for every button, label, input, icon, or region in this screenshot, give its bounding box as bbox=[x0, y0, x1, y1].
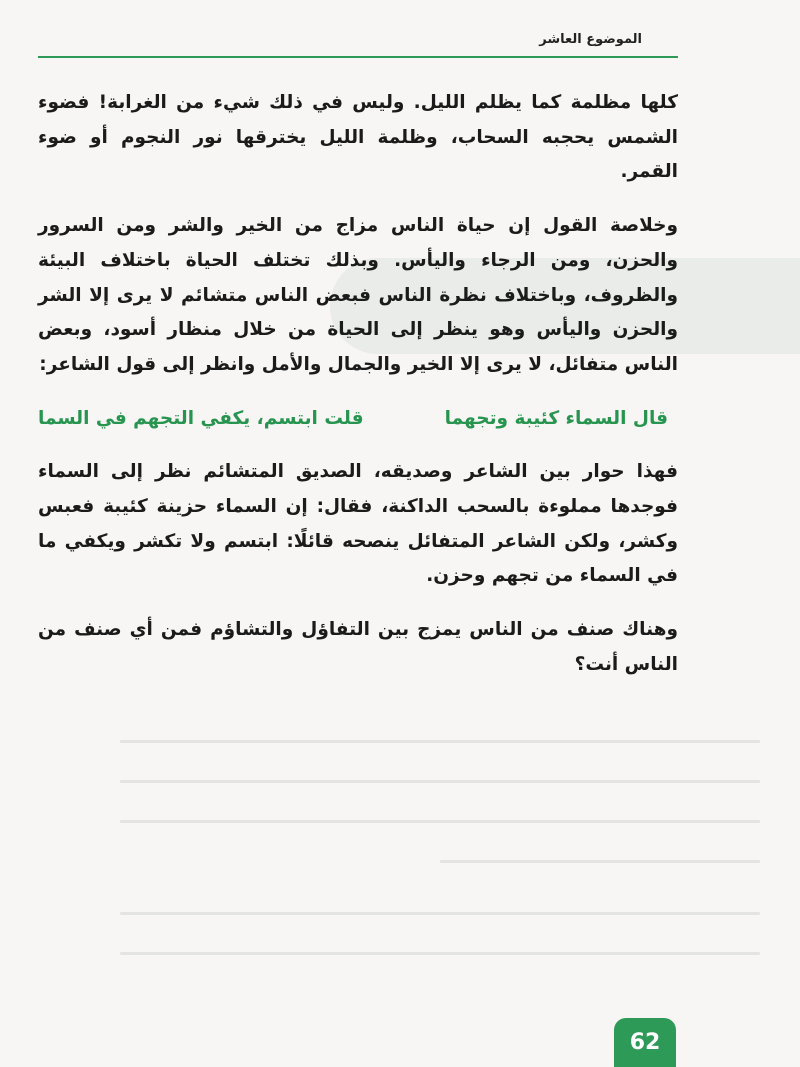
article-body bbox=[38, 86, 678, 683]
paragraph-3: فهذا حوار بين الشاعر وصديقه، الصديق المتشائم نظر إلى السماء فوجدها مملوءة بالسحب الداكنة، فقال: إن السماء حزينة كئيبة فعبس وكشر، ولكن الشاعر المتفائل ينصحه قائلًا: ابتسم ولا تكشر ويكفي ما في السماء من تجهم وحزن. bbox=[38, 461, 678, 587]
paragraph-4: وهناك صنف من الناس يمزج بين التفاؤل والتشاؤم فمن أي صنف من الناس أنت؟ bbox=[38, 619, 678, 675]
page-number: 62 bbox=[614, 1018, 676, 1067]
bleed-through-line bbox=[440, 860, 760, 863]
section-title: الموضوع العاشر bbox=[539, 32, 642, 47]
header-divider bbox=[38, 56, 678, 58]
paragraph-1: كلها مظلمة كما يظلم الليل. وليس في ذلك شيء من الغرابة! فضوء الشمس يحجبه السحاب، وظلمة الليل يخترقها نور النجوم أو ضوء القمر. bbox=[38, 92, 678, 183]
bleed-through-line bbox=[120, 820, 760, 823]
bleed-through-line bbox=[120, 780, 760, 783]
verse-second-hemistich: قلت ابتسم، يكفي التجهم في السما bbox=[38, 407, 364, 429]
bleed-through-line bbox=[120, 912, 760, 915]
paragraph-2: وخلاصة القول إن حياة الناس مزاج من الخير والشر ومن السرور والحزن، ومن الرجاء واليأس. وبذلك تختلف الحياة باختلاف البيئة والظروف، وباختلاف نظرة الناس فبعض الناس متشائم لا يرى إلا الشر والحزن واليأس وهو ينظر إلى الحياة من خلال منظار أسود، وبعض الناس متفائل، لا يرى إلا الخير والجمال والأمل وانظر إلى قول الشاعر: bbox=[38, 215, 678, 375]
verse-first-hemistich: قال السماء كئيبة وتجهما bbox=[444, 407, 668, 429]
poem-verse bbox=[38, 402, 678, 437]
bleed-through-line bbox=[120, 740, 760, 743]
bleed-through-line bbox=[120, 952, 760, 955]
